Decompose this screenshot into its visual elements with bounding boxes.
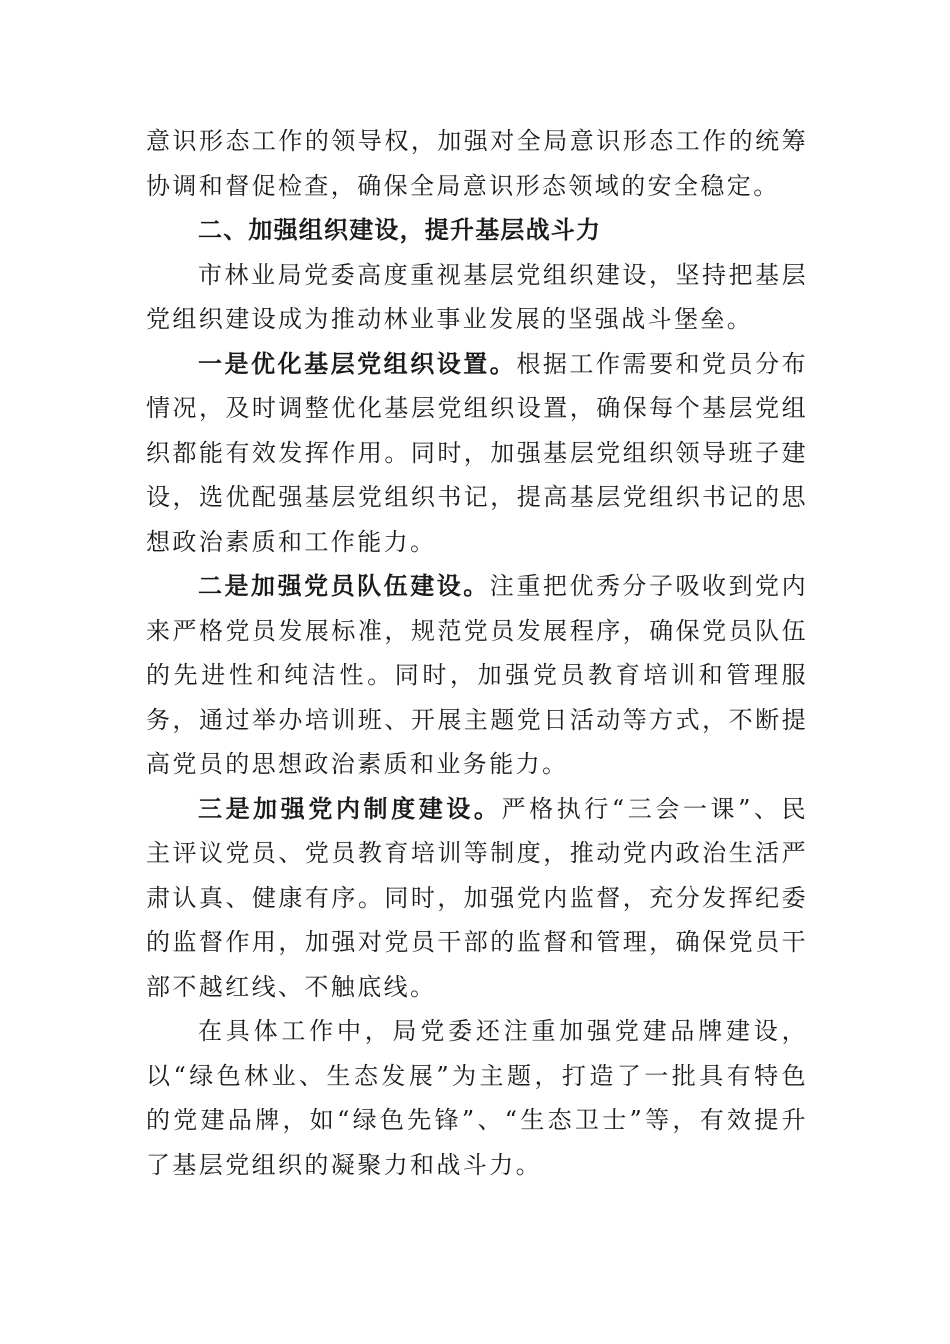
paragraph-item-three (146, 787, 808, 1010)
paragraph-item-one (146, 342, 808, 565)
paragraph-intro: 市林业局党委高度重视基层党组织建设，坚持把基层党组织建设成为推动林业事业发展的坚强战斗堡垒。 (146, 260, 808, 333)
item-two-body: 注重把优秀分子吸收到党内来严格党员发展标准，规范党员发展程序，确保党员队伍的先进性和纯洁性。同时，加强党员教育培训和管理服务，通过举办培训班、开展主题党日活动等方式，不断提高党员的思想政治素质和业务能力。 (146, 572, 808, 778)
item-three-lead: 三是加强党内制度建设。 (198, 793, 502, 823)
item-two-lead: 二是加强党员队伍建设。 (198, 571, 490, 600)
paragraph-continued: 意识形态工作的领导权，加强对全局意识形态工作的统筹协调和督促检查，确保全局意识形态领域的安全稳定。 (146, 127, 808, 200)
item-one-lead: 一是优化基层党组织设置。 (198, 348, 517, 378)
section-heading: 二、加强组织建设，提升基层战斗力 (198, 216, 602, 244)
paragraph-item-two (146, 564, 808, 787)
item-one-body: 根据工作需要和党员分布情况，及时调整优化基层党组织设置，确保每个基层党组织都能有效发挥作用。同时，加强基层党组织领导班子建设，选优配强基层党组织书记，提高基层党组织书记的思想政治素质和工作能力。 (146, 349, 808, 556)
item-three-body: 严格执行“三会一课”、民主评议党员、党员教育培训等制度，推动党内政治生活严肃认真、健康有序。同时，加强党内监督，充分发挥纪委的监督作用，加强对党员干部的监督和管理，确保党员干部不越红线、不触底线。 (146, 794, 808, 1001)
document-body (146, 119, 808, 1187)
paragraph-conclusion: 在具体工作中，局党委还注重加强党建品牌建设，以“绿色林业、生态发展”为主题，打造了一批具有特色的党建品牌，如“绿色先锋”、“生态卫士”等，有效提升了基层党组织的凝聚力和战斗力。 (146, 1017, 808, 1179)
